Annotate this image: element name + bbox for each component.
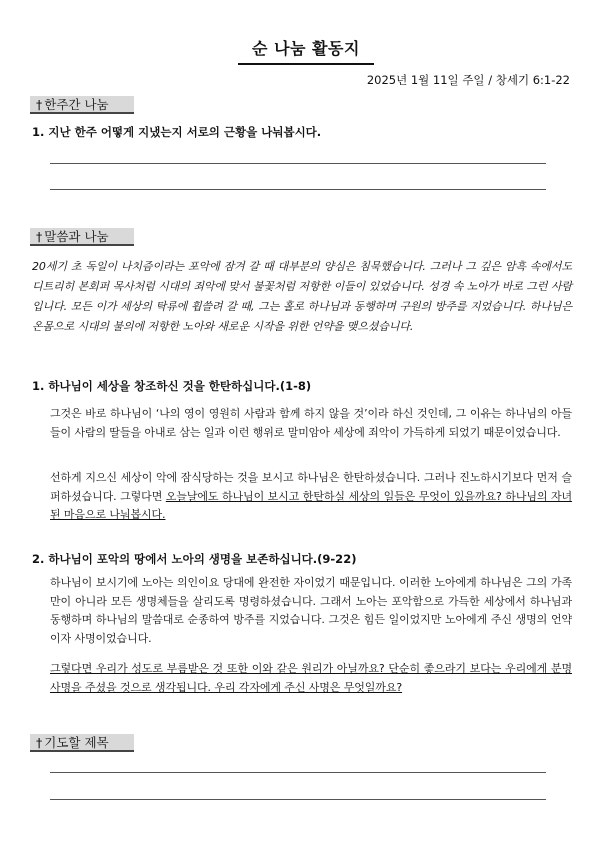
underlined-discussion-question: 오늘날에도 하나님이 보시고 한탄하실 세상의 일들은 무엇이 있을까요? 하나님의 자녀된 마음으로 나눠봅시다. — [50, 489, 573, 521]
cross-icon: † — [36, 229, 43, 244]
point-1-paragraph-2 — [50, 469, 572, 525]
section-header-prayer-topics — [30, 734, 134, 752]
answer-line[interactable] — [50, 799, 546, 800]
question-1: 1. 지난 한주 어떻게 지냈는지 서로의 근황을 나눠봅시다. — [32, 125, 322, 139]
answer-line[interactable] — [50, 772, 546, 773]
section-title: 말씀과 나눔 — [44, 229, 109, 244]
point-2-paragraph-1: 하나님이 보시기에 노아는 의인이요 당대에 완전한 자이었기 때문입니다. 이러한 노아에게 하나님은 그의 가족만이 아니라 모든 생명체들을 살리도록 명령하셨습니다. 그래서 노아는 포악함으로 가득한 세상에서 하나님과 동행하며 하나님의 말씀대로 순종하여 방주를 지었습니다. 그것은 힘든 일이었지만 노아에게 주신 생명의 언약이자 사명이었습니다. — [50, 576, 572, 645]
underlined-discussion-question: 그렇다면 우리가 성도로 부름받은 것 또한 이와 같은 원리가 아닐까요? 단순히 좋으라기 보다는 우리에게 분명 사명을 주셨을 것으로 생각됩니다. 우리 각자에게 주신 사명은 무엇일까요? — [50, 662, 572, 694]
date-scripture: 2025년 1월 11일 주일 / 창세기 6:1-22 — [366, 73, 570, 87]
cross-icon: † — [36, 735, 43, 750]
section-title: 기도할 제목 — [44, 735, 109, 750]
intro-paragraph: 20세기 초 독일이 나치즘이라는 포악에 잠겨 갈 때 대부분의 양심은 침묵했습니다. 그러나 그 깊은 암흑 속에서도 디트리히 본회퍼 목사처럼 시대의 죄악에 맞서 불꽃처럼 저항한 이들이 있었습니다. 성경 속 노아가 바로 그런 사람입니다. 모든 이가 세상의 탁류에 휩쓸려 갈 때, 그는 홀로 하나님과 동행하며 구원의 방주를 지었습니다. 하나님은 온몸으로 시대의 불의에 저항한 노아와 새로운 시작을 위한 언약을 맺으셨습니다. — [32, 260, 572, 333]
section-header-word-sharing — [30, 228, 134, 246]
answer-line[interactable] — [50, 189, 546, 190]
paragraph-text: 선하게 지으신 세상이 악에 잠식당하는 것을 보시고 하나님은 한탄하셨습니다. 그러나 진노하시기보다 먼저 슬퍼하셨습니다. 그렇다면 — [50, 471, 572, 503]
section-title: 한주간 나눔 — [44, 97, 109, 112]
section-header-weekly-sharing — [30, 96, 134, 114]
point-1-heading: 1. 하나님이 세상을 창조하신 것을 한탄하십니다.(1-8) — [32, 379, 312, 393]
point-2-heading: 2. 하나님이 포악의 땅에서 노아의 생명을 보존하십니다.(9-22) — [32, 552, 357, 566]
point-1-paragraph-1: 그것은 바로 하나님이 ‘나의 영이 영원히 사람과 함께 하지 않을 것’이라 하신 것인데, 그 이유는 하나님의 아들들이 사람의 딸들을 아내로 삼는 일과 이런 행위로 말미암아 세상에 죄악이 가득하게 되었기 때문이었습니다. — [50, 407, 572, 439]
page-title: 순 나눔 활동지 — [238, 36, 374, 65]
cross-icon: † — [36, 97, 43, 112]
answer-line[interactable] — [50, 163, 546, 164]
point-2-paragraph-2 — [50, 660, 572, 697]
